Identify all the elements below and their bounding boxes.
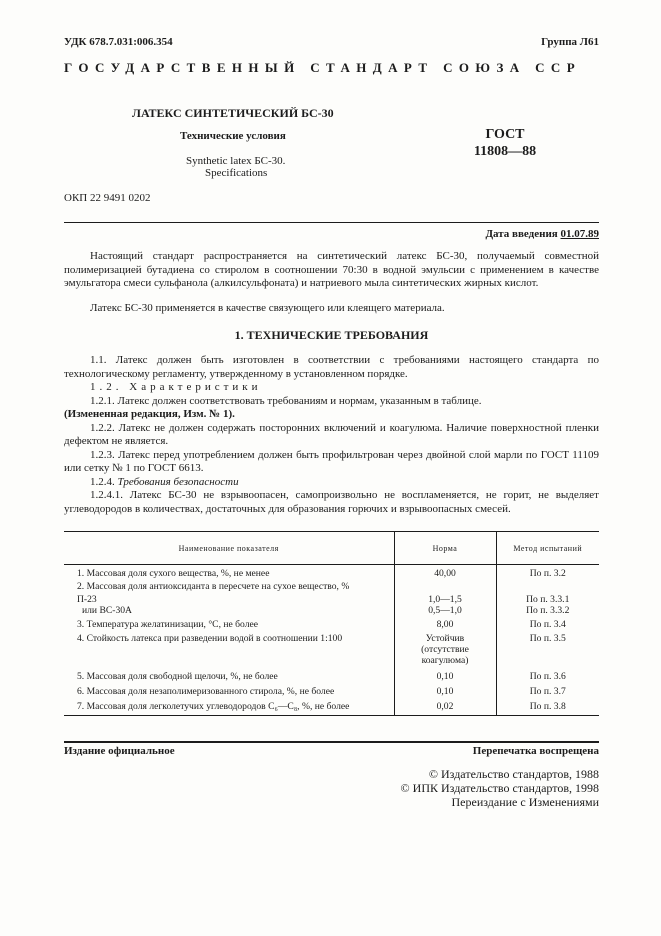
column-header-method: Метод испытаний xyxy=(496,532,599,565)
intro-paragraph-2: Латекс БС-30 применяется в качестве связующего или клеящего материала. xyxy=(90,302,445,314)
divider xyxy=(64,222,599,223)
row-norm xyxy=(394,579,496,592)
clause-1-2-4 xyxy=(64,476,599,490)
row-name: 3. Температура желатинизации, °С, не более xyxy=(77,619,259,630)
state-standard-heading: ГОСУДАРСТВЕННЫЙ СТАНДАРТ СОЮЗА ССР xyxy=(64,60,582,75)
row-method: По п. 3.2 xyxy=(496,565,599,580)
okp-code: ОКП 22 9491 0202 xyxy=(64,192,151,204)
document-subtitle: Технические условия xyxy=(180,130,286,142)
row-name: 5. Массовая доля свободной щелочи, %, не более xyxy=(77,671,278,682)
row-name: 7. Массовая доля легколетучих углеводородов C₆—C₈, %, не более xyxy=(77,701,350,712)
table-row xyxy=(64,565,599,580)
row-name: 2. Массовая доля антиоксиданта в пересчете на сухое вещество, % xyxy=(77,581,350,592)
amendment-note: (Измененная редакция, Изм. № 1). xyxy=(64,408,235,420)
introduction-date-value: 01.07.89 xyxy=(560,228,599,240)
reprint-prohibited-label: Перепечатка воспрещена xyxy=(472,745,599,757)
clause-1-2-4-title: Требования безопасности xyxy=(117,475,239,488)
gost-label: ГОСТ xyxy=(485,127,525,142)
official-edition-label: Издание официальное xyxy=(64,745,175,757)
row-method: По п. 3.5 xyxy=(496,630,599,666)
column-header-norm: Норма xyxy=(394,532,496,565)
english-title: Synthetic latex БС-30. xyxy=(186,155,286,167)
clause-1-2-4-number: 1.2.4. xyxy=(90,475,115,488)
gost-designation xyxy=(470,126,540,160)
clause-1-2: 1.2. Характеристики xyxy=(90,381,262,393)
copyright-line-2: © ИПК Издательство стандартов, 1998 xyxy=(400,781,599,795)
section-heading: 1. ТЕХНИЧЕСКИЕ ТРЕБОВАНИЯ xyxy=(234,328,429,342)
table-row xyxy=(64,682,599,697)
document-title: ЛАТЕКС СИНТЕТИЧЕСКИЙ БС-30 xyxy=(132,106,334,120)
table-row xyxy=(64,579,599,592)
introduction-date-label: Дата введения xyxy=(485,228,558,240)
section-body xyxy=(64,354,599,516)
table-row xyxy=(64,592,599,605)
table-row xyxy=(64,605,599,616)
row-norm: 0,10 xyxy=(394,666,496,682)
introduction-date xyxy=(485,228,599,240)
footer-divider xyxy=(64,741,599,743)
row-method: По п. 3.7 xyxy=(496,682,599,697)
intro-paragraph: Настоящий стандарт распространяется на синтетический латекс БС-30, получаемый совместной полимеризацией бутадиена со стиролом в соотношении 70:30 в водной эмульсии с применением в качестве эмульгатора смеси сульфанола (алкилсульфоната) и натриевого мыла синтетических жирных кислот. xyxy=(64,250,599,289)
column-header-indicator: Наименование показателя xyxy=(64,532,394,565)
copyright-line-1: © Издательство стандартов, 1988 xyxy=(428,767,599,781)
clause-1-1: 1.1. Латекс должен быть изготовлен в соответствии с требованиями настоящего стандарта по технологическому регламенту, утвержденному в установленном порядке. xyxy=(64,354,599,380)
row-method: По п. 3.8 xyxy=(496,697,599,715)
row-norm: 8,00 xyxy=(394,616,496,630)
row-norm: 0,5—1,0 xyxy=(394,605,496,616)
row-norm: 40,00 xyxy=(394,565,496,580)
row-norm: 0,02 xyxy=(394,697,496,715)
row-name: 6. Массовая доля незаполимеризованного стирола, %, не более xyxy=(77,686,335,697)
clause-1-2-2: 1.2.2. Латекс не должен содержать посторонних включений и коагулюма. Наличие поверхностной пленки дефектом не является. xyxy=(64,421,599,447)
row-norm: Устойчив (отсутствие коагулюма) xyxy=(394,630,496,666)
clause-1-2-3: 1.2.3. Латекс перед употреблением должен быть профильтрован через двойной слой марли по ГОСТ 11109 или сетку № 1 по ГОСТ 6613. xyxy=(64,448,599,474)
row-name: П-23 xyxy=(77,594,97,605)
row-method: По п. 3.6 xyxy=(496,666,599,682)
clause-1-2-1: 1.2.1. Латекс должен соответствовать требованиям и нормам, указанным в таблице. xyxy=(90,394,482,407)
gost-number: 11808—88 xyxy=(473,144,537,159)
row-name: 1. Массовая доля сухого вещества, %, не менее xyxy=(77,568,270,579)
table-bottom-rule xyxy=(64,715,599,716)
clause-1-2-4-1: 1.2.4.1. Латекс БС-30 не взрывоопасен, самопроизвольно не воспламеняется, не горит, не выделяет углеводородов в количествах, достаточных для образования горючих и взрывоопасных смесей. xyxy=(64,489,599,515)
row-name: или ВС-30А xyxy=(82,605,132,616)
udk-code: УДК 678.7.031:006.354 xyxy=(64,36,173,48)
table-header-row xyxy=(64,532,599,565)
table-row xyxy=(64,630,599,666)
table-row xyxy=(64,616,599,630)
table-row xyxy=(64,666,599,682)
english-subtitle: Specifications xyxy=(205,167,268,179)
row-method: По п. 3.4 xyxy=(496,616,599,630)
group-code: Группа Л61 xyxy=(541,36,599,48)
row-method: По п. 3.3.2 xyxy=(496,605,599,616)
reissue-note: Переиздание с Изменениями xyxy=(451,795,599,809)
requirements-table xyxy=(64,531,599,715)
row-method: По п. 3.3.1 xyxy=(496,592,599,605)
row-name: 4. Стойкость латекса при разведении водой в соотношении 1:100 xyxy=(77,633,343,644)
row-norm: 0,10 xyxy=(394,682,496,697)
row-method xyxy=(496,579,599,592)
table-row xyxy=(64,697,599,715)
row-norm: 1,0—1,5 xyxy=(394,592,496,605)
